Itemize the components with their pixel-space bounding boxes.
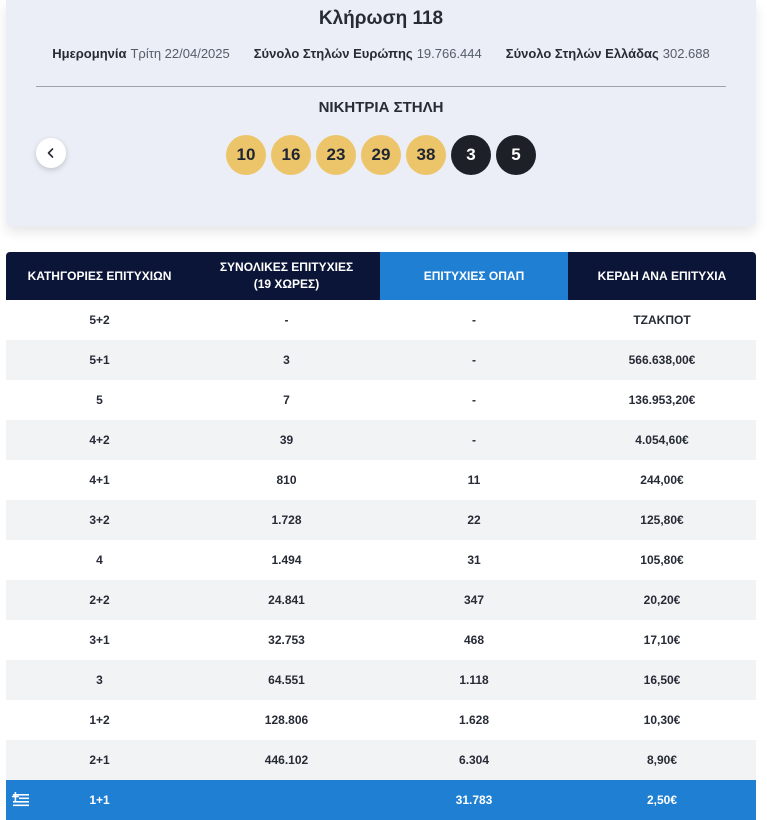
table-row <box>6 660 756 700</box>
cell-category: 2+2 <box>6 580 193 620</box>
cell-prize: 16,50€ <box>568 660 756 700</box>
cell-opap: 468 <box>380 620 568 660</box>
cell-prize: 136.953,20€ <box>568 380 756 420</box>
divider <box>36 86 726 87</box>
number-ball: 38 <box>406 135 446 175</box>
table-row <box>6 540 756 580</box>
greece-total-label: Σύνολο Στηλών Ελλάδας <box>505 46 659 61</box>
cell-total: 3 <box>193 340 380 380</box>
table-row <box>6 380 756 420</box>
cell-category: 1+2 <box>6 700 193 740</box>
cell-opap: 31 <box>380 540 568 580</box>
number-ball: 23 <box>316 135 356 175</box>
table-row <box>6 460 756 500</box>
cell-prize: 17,10€ <box>568 620 756 660</box>
table-row <box>6 620 756 660</box>
cell-opap: 31.783 <box>380 780 568 820</box>
draw-title: Κλήρωση 118 <box>318 8 444 29</box>
cell-prize: 105,80€ <box>568 540 756 580</box>
draw-meta <box>6 46 756 61</box>
greece-total-value: 302.688 <box>662 46 710 61</box>
cell-category: 4 <box>6 540 193 580</box>
cell-opap: - <box>380 380 568 420</box>
star-ball: 5 <box>496 135 536 175</box>
cell-prize: 20,20€ <box>568 580 756 620</box>
table-row <box>6 340 756 380</box>
cell-opap: 22 <box>380 500 568 540</box>
cell-total: 32.753 <box>193 620 380 660</box>
cell-opap: - <box>380 340 568 380</box>
cell-total: 64.551 <box>193 660 380 700</box>
cell-prize: 125,80€ <box>568 500 756 540</box>
cell-opap: 11 <box>380 460 568 500</box>
cell-prize: 4.054,60€ <box>568 420 756 460</box>
table-row <box>6 740 756 780</box>
cell-category: 2+1 <box>6 740 193 780</box>
header-total-line1: ΣΥΝΟΛΙΚΕΣ ΕΠΙΤΥΧΙΕΣ <box>219 260 354 274</box>
cell-total: 39 <box>193 420 380 460</box>
cell-category: 3 <box>6 660 193 700</box>
cell-category: 1+1 <box>89 793 110 807</box>
cell-prize: 244,00€ <box>568 460 756 500</box>
results-table <box>6 252 756 820</box>
cell-prize: 2,50€ <box>568 780 756 820</box>
cell-opap: 6.304 <box>380 740 568 780</box>
cell-total: 7 <box>193 380 380 420</box>
table-row <box>6 580 756 620</box>
table-row-highlighted <box>6 780 756 820</box>
table-row <box>6 500 756 540</box>
cell-category: 5+2 <box>6 300 193 340</box>
draw-card <box>6 0 756 226</box>
winning-line-label: ΝΙΚΗΤΡΙΑ ΣΤΗΛΗ <box>318 99 444 116</box>
cell-opap: 1.118 <box>380 660 568 700</box>
cell-total: 128.806 <box>193 700 380 740</box>
header-total-wins <box>193 252 380 300</box>
cell-total <box>193 780 380 820</box>
table-row <box>6 700 756 740</box>
draw-date-label: Ημερομηνία <box>52 46 127 61</box>
cell-opap: 347 <box>380 580 568 620</box>
cell-total: 1.728 <box>193 500 380 540</box>
header-prize: ΚΕΡΔΗ ΑΝΑ ΕΠΙΤΥΧΙΑ <box>568 252 756 300</box>
cell-category: 3+1 <box>6 620 193 660</box>
cell-total: 24.841 <box>193 580 380 620</box>
cell-total: 446.102 <box>193 740 380 780</box>
number-ball: 10 <box>226 135 266 175</box>
cell-total: - <box>193 300 380 340</box>
number-ball: 16 <box>271 135 311 175</box>
cell-category: 5+1 <box>6 340 193 380</box>
cell-prize: 566.638,00€ <box>568 340 756 380</box>
draw-date <box>52 46 230 61</box>
chevron-left-icon <box>45 147 57 159</box>
cell-category: 4+2 <box>6 420 193 460</box>
cell-opap: 1.628 <box>380 700 568 740</box>
header-total-line2: (19 ΧΩΡΕΣ) <box>253 277 320 291</box>
number-ball: 29 <box>361 135 401 175</box>
cell-total: 810 <box>193 460 380 500</box>
cell-opap: - <box>380 300 568 340</box>
europe-total-label: Σύνολο Στηλών Ευρώπης <box>253 46 413 61</box>
header-opap-wins: ΕΠΙΤΥΧΙΕΣ ΟΠΑΠ <box>380 252 568 300</box>
cell-category: 4+1 <box>6 460 193 500</box>
cell-opap: - <box>380 420 568 460</box>
greece-total <box>506 46 710 61</box>
table-row <box>6 300 756 340</box>
cell-category: 5 <box>6 380 193 420</box>
previous-draw-button[interactable] <box>36 138 66 168</box>
europe-total <box>254 46 482 61</box>
cell-prize: ΤΖΑΚΠΟΤ <box>568 300 756 340</box>
cell-category: 3+2 <box>6 500 193 540</box>
greek-flag-icon <box>12 791 30 809</box>
cell-prize: 10,30€ <box>568 700 756 740</box>
europe-total-value: 19.766.444 <box>416 46 482 61</box>
winning-numbers <box>226 135 536 175</box>
star-ball: 3 <box>451 135 491 175</box>
header-category: ΚΑΤΗΓΟΡΙΕΣ ΕΠΙΤΥΧΙΩΝ <box>6 252 193 300</box>
cell-prize: 8,90€ <box>568 740 756 780</box>
draw-date-value: Τρίτη 22/04/2025 <box>130 46 230 61</box>
cell-category-with-icon <box>6 780 193 820</box>
cell-total: 1.494 <box>193 540 380 580</box>
table-row <box>6 420 756 460</box>
table-header-row <box>6 252 756 300</box>
